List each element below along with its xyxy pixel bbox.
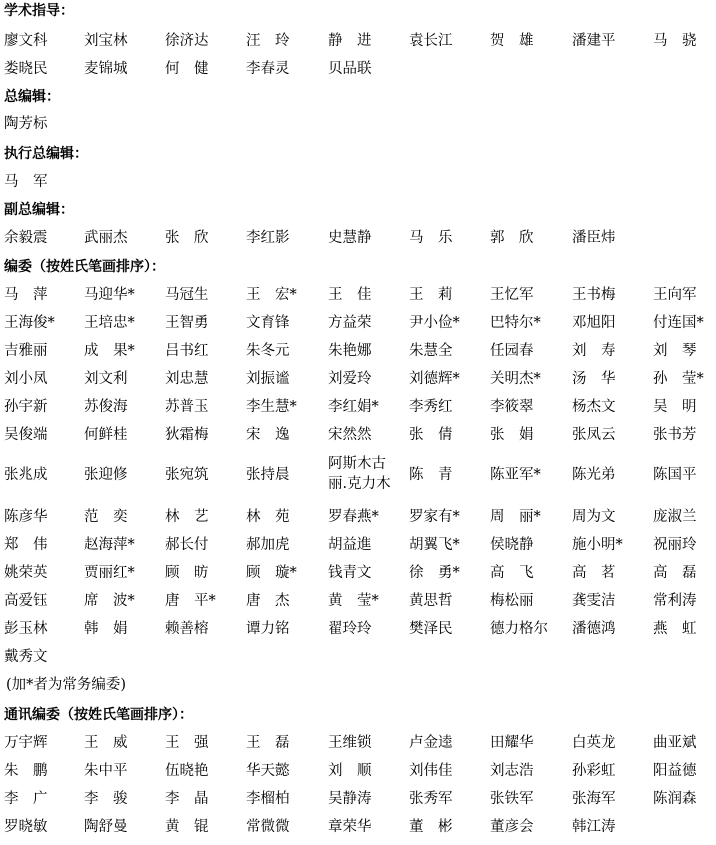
person-name: 高 飞 (490, 565, 534, 581)
person-name: 苏俊海 (84, 399, 128, 415)
section-heading-executive-editor: 执行总编辑： (4, 146, 88, 162)
person-name: 方益荣 (328, 315, 372, 331)
person-name: 陶芳标 (4, 116, 48, 132)
person-name: 刘宝林 (84, 33, 128, 49)
person-name: 宋 逸 (246, 427, 290, 443)
person-name: 王 宏* (246, 287, 297, 303)
person-name: 王 强 (165, 735, 209, 751)
person-name: 伍晓艳 (165, 763, 209, 779)
person-name: 罗春燕* (328, 509, 379, 525)
person-name: 阿斯木古丽.克力木 (328, 456, 391, 492)
person-name: 狄霜梅 (165, 427, 209, 443)
person-name: 李榴柏 (246, 791, 290, 807)
person-name: 刘振谧 (246, 371, 290, 387)
person-name: 陈 青 (409, 467, 453, 483)
person-name: 袁长江 (409, 33, 453, 49)
person-name: 彭玉林 (4, 621, 48, 637)
person-name: 陶舒曼 (84, 819, 128, 835)
person-name: 麦锦城 (84, 61, 128, 77)
person-name: 成 果* (84, 343, 135, 359)
person-name: 周为文 (572, 509, 616, 525)
person-name: 胡翼飞* (409, 537, 460, 553)
person-name: 高爱钰 (4, 593, 48, 609)
person-name: 李秀红 (409, 399, 453, 415)
person-name: 章荣华 (328, 819, 372, 835)
person-name: 马 萍 (4, 287, 48, 303)
person-name: 武丽杰 (84, 230, 128, 246)
person-name: 李春灵 (246, 61, 290, 77)
person-name: 马迎华* (84, 287, 135, 303)
person-name: 静 进 (328, 33, 372, 49)
person-name: 王忆军 (490, 287, 534, 303)
person-name: 吴 明 (653, 399, 697, 415)
person-name: 王 威 (84, 735, 128, 751)
person-name: 樊泽民 (409, 621, 453, 637)
person-name: 张持晨 (246, 467, 290, 483)
person-name: 翟玲玲 (328, 621, 372, 637)
person-name: 高 茗 (572, 565, 616, 581)
person-name: 韩 娟 (84, 621, 128, 637)
person-name: 朱冬元 (246, 343, 290, 359)
person-name: 田耀华 (490, 735, 534, 751)
person-name: 郝加虎 (246, 537, 290, 553)
person-name: 李 骏 (84, 791, 128, 807)
person-name: 关明杰* (490, 371, 541, 387)
person-name: 董 彬 (409, 819, 453, 835)
person-name: 郭 欣 (490, 230, 534, 246)
person-name: 潘臣炜 (572, 230, 616, 246)
person-name: 贾丽红* (84, 565, 135, 581)
person-name: 张书芳 (653, 427, 697, 443)
person-name: 吉雅丽 (4, 343, 48, 359)
person-name: 李红娟* (328, 399, 379, 415)
person-name: 徐济达 (165, 33, 209, 49)
person-name: 张秀军 (409, 791, 453, 807)
person-name: 何 健 (165, 61, 209, 77)
person-name: 朱艳娜 (328, 343, 372, 359)
person-name: 贺 雄 (490, 33, 534, 49)
person-name: 庞淑兰 (653, 509, 697, 525)
person-name: 朱中平 (84, 763, 128, 779)
person-name: 赖善榕 (165, 621, 209, 637)
person-name: 德力格尔 (490, 621, 548, 637)
person-name: 梅松丽 (490, 593, 534, 609)
person-name: 李 晶 (165, 791, 209, 807)
person-name: 马 军 (4, 174, 48, 190)
person-name: 王书梅 (572, 287, 616, 303)
person-name: 王培忠* (84, 315, 135, 331)
person-name: 韩江涛 (572, 819, 616, 835)
person-name: 汤 华 (572, 371, 616, 387)
person-name: 刘小凤 (4, 371, 48, 387)
person-name: 钱青文 (328, 565, 372, 581)
person-name: 罗晓敏 (4, 819, 48, 835)
person-name: 付连国* (653, 315, 704, 331)
person-name: 朱慧全 (409, 343, 453, 359)
person-name: 尹小俭* (409, 315, 460, 331)
section-heading-editorial-board: 编委（按姓氏笔画排序）： (4, 259, 165, 275)
person-name: 姚荣英 (4, 565, 48, 581)
person-name: 徐 勇* (409, 565, 460, 581)
person-name: 李生慧* (246, 399, 297, 415)
person-name: 潘德鸿 (572, 621, 616, 637)
person-name: 郑 伟 (4, 537, 48, 553)
person-name: 罗家有* (409, 509, 460, 525)
person-name: 苏普玉 (165, 399, 209, 415)
person-name: 谭力铭 (246, 621, 290, 637)
person-name: 周 丽* (490, 509, 541, 525)
person-name: 张迎修 (84, 467, 128, 483)
person-name: 卢金逵 (409, 735, 453, 751)
section-heading-academic-advisors: 学术指导： (4, 3, 74, 19)
person-name: 马冠生 (165, 287, 209, 303)
person-name: 孙彩虹 (572, 763, 616, 779)
person-name: 席 波* (84, 593, 135, 609)
person-name: 林 艺 (165, 509, 209, 525)
person-name: 余毅震 (4, 230, 48, 246)
person-name: 马 乐 (409, 230, 453, 246)
person-name: 史慧静 (328, 230, 372, 246)
person-name: 范 奕 (84, 509, 128, 525)
section-heading-editor-in-chief: 总编辑： (4, 89, 60, 105)
person-name: 张铁军 (490, 791, 534, 807)
person-name: 马 骁 (653, 33, 697, 49)
person-name: 华天懿 (246, 763, 290, 779)
person-name: 王向军 (653, 287, 697, 303)
person-name: 朱 鹏 (4, 763, 48, 779)
person-name: 白英龙 (572, 735, 616, 751)
person-name: 邓旭阳 (572, 315, 616, 331)
person-name: 龚雯洁 (572, 593, 616, 609)
person-name: 王 磊 (246, 735, 290, 751)
person-name: 刘文利 (84, 371, 128, 387)
standing-member-note: (加*者为常务编委) (6, 677, 127, 693)
person-name: 吴静涛 (328, 791, 372, 807)
person-name: 赵海萍* (84, 537, 135, 553)
person-name: 刘 琴 (653, 343, 697, 359)
person-name: 林 苑 (246, 509, 290, 525)
person-name: 燕 虹 (653, 621, 697, 637)
person-name: 陈国平 (653, 467, 697, 483)
person-name: 王 莉 (409, 287, 453, 303)
person-name: 刘 寿 (572, 343, 616, 359)
person-name: 唐 平* (165, 593, 216, 609)
person-name: 孙宇新 (4, 399, 48, 415)
person-name: 常利涛 (653, 593, 697, 609)
person-name: 侯晓静 (490, 537, 534, 553)
person-name: 娄晓民 (4, 61, 48, 77)
person-name: 汪 玲 (246, 33, 290, 49)
person-name: 高 磊 (653, 565, 697, 581)
person-name: 王 佳 (328, 287, 372, 303)
person-name: 潘建平 (572, 33, 616, 49)
person-name: 施小明* (572, 537, 623, 553)
section-heading-deputy-editors: 副总编辑： (4, 202, 74, 218)
person-name: 杨杰文 (572, 399, 616, 415)
person-name: 常微微 (246, 819, 290, 835)
person-name: 刘 顺 (328, 763, 372, 779)
person-name: 张宛筑 (165, 467, 209, 483)
person-name: 吕书红 (165, 343, 209, 359)
person-name: 文育锋 (246, 315, 290, 331)
person-name: 黄 锟 (165, 819, 209, 835)
person-name: 张 娟 (490, 427, 534, 443)
person-name: 黄 莹* (328, 593, 379, 609)
person-name: 唐 杰 (246, 593, 290, 609)
person-name: 张 欣 (165, 230, 209, 246)
person-name: 陈光弟 (572, 467, 616, 483)
person-name: 董彦会 (490, 819, 534, 835)
person-name: 王海俊* (4, 315, 55, 331)
person-name: 刘德辉* (409, 371, 460, 387)
person-name: 万宇辉 (4, 735, 48, 751)
person-name: 刘志浩 (490, 763, 534, 779)
person-name: 郝长付 (165, 537, 209, 553)
person-name: 黄思哲 (409, 593, 453, 609)
section-heading-corresponding-board: 通讯编委（按姓氏笔画排序）： (4, 707, 193, 723)
person-name: 刘忠慧 (165, 371, 209, 387)
person-name: 顾 昉 (165, 565, 209, 581)
person-name: 李 广 (4, 791, 48, 807)
person-name: 李红影 (246, 230, 290, 246)
person-name: 陈彦华 (4, 509, 48, 525)
person-name: 宋然然 (328, 427, 372, 443)
person-name: 刘爱玲 (328, 371, 372, 387)
person-name: 刘伟佳 (409, 763, 453, 779)
person-name: 顾 璇* (246, 565, 297, 581)
person-name: 胡益進 (328, 537, 372, 553)
person-name: 廖文科 (4, 33, 48, 49)
person-name: 巴特尔* (490, 315, 541, 331)
person-name: 贝品联 (328, 61, 372, 77)
person-name: 吴俊端 (4, 427, 48, 443)
person-name: 何鲜桂 (84, 427, 128, 443)
person-name: 戴秀文 (4, 649, 48, 665)
person-name: 李筱翠 (490, 399, 534, 415)
person-name: 张海军 (572, 791, 616, 807)
person-name: 张凤云 (572, 427, 616, 443)
person-name: 曲亚斌 (653, 735, 697, 751)
person-name: 孙 莹* (653, 371, 704, 387)
person-name: 王智勇 (165, 315, 209, 331)
person-name: 阳益德 (653, 763, 697, 779)
person-name: 任园春 (490, 343, 534, 359)
person-name: 祝丽玲 (653, 537, 697, 553)
person-name: 张兆成 (4, 467, 48, 483)
person-name: 王维锁 (328, 735, 372, 751)
person-name: 张 倩 (409, 427, 453, 443)
person-name: 陈亚军* (490, 467, 541, 483)
person-name: 陈润森 (653, 791, 697, 807)
